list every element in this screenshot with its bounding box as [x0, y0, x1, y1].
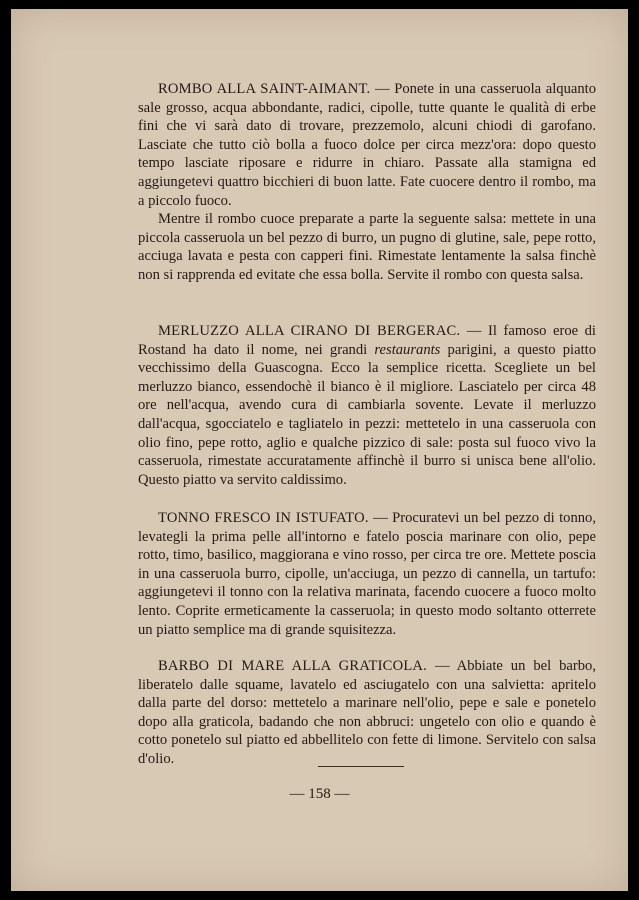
recipe-text: parigini, a questo piatto vecchissimo della Guascogna. Ecco la semplice ricetta. Scegliete un bel merluzzo bianco, essendochè il bianco è il migliore. Lasciatelo per circa 48 ore nell'acqua, avendo cura di cambiarla sovente. Levate il merluzzo dall'acqua, sgocciatelo e tagliatelo in pezzi: mettetelo in una casseruola con olio fino, pepe rotto, aglio e qualche pizzico di sale: posta sul fuoco vivo la casseruola, rimestate accuratamente affinchè il burro si unisca bene all'olio. Questo piatto va servito caldissimo.: [138, 341, 596, 488]
recipe-paragraph: [138, 210, 596, 284]
page-number: — 158 —: [289, 786, 350, 802]
recipe-merluzzo: [138, 322, 596, 489]
book-page: [11, 9, 628, 891]
recipe-paragraph: [138, 80, 596, 210]
recipe-paragraph: [138, 657, 596, 769]
section-divider: [318, 766, 404, 767]
recipe-title: BARBO DI MARE ALLA GRATICOLA.: [158, 658, 428, 674]
recipe-rombo: [138, 80, 596, 285]
recipe-paragraph: [138, 509, 596, 639]
recipe-text: — Ponete in una casseruola alquanto sale grosso, acqua abbondante, radici, cipolle, tutte quante le qualità di erbe fini che vi sarà dato di trovare, prezzemolo, alcuni chiodi di garofano. Lasciate che tutto ciò bolla a fuoco dolce per circa mezz'ora: dopo questo tempo lasciate riposare e ridurre in chiaro. Passate alla stamigna ed aggiungetevi quattro bicchieri di buon latte. Fate cuocere dentro il rombo, ma a piccolo fuoco.: [138, 81, 596, 209]
recipe-barbo: [138, 657, 596, 769]
recipe-tonno: [138, 509, 596, 639]
recipe-text: — Il famoso eroe di Rostand ha dato il nome, nei grandi: [138, 323, 596, 358]
recipe-text: — Procuratevi un bel pezzo di tonno, levategli la prima pelle all'intorno e fatelo poscia marinare con olio, pepe rotto, timo, basilico, maggiorana e vino rosso, per circa tre ore. Mettete poscia in una casseruola burro, cipolle, un'acciuga, un pezzo di cannella, un tartufo: aggiungetevi il tonno con la relativa marinata, facendo cuocere a fuoco molto lento. Coprite ermeticamente la casseruola; in questo modo soltanto otterrete un piatto semplice ma di grande squisitezza.: [138, 510, 596, 638]
recipe-paragraph: [138, 322, 596, 489]
recipe-text: Mentre il rombo cuoce preparate a parte la seguente salsa: mettete in una piccola casseruola un bel pezzo di burro, un pugno di glutine, sale, pepe rotto, acciuga lavata e pesta con capperi fini. Rimestate lentamente la salsa finchè non si rapprenda ed evitate che essa bolla. Servite il rombo con questa salsa.: [138, 211, 596, 283]
italic-term: restaurants: [374, 341, 441, 358]
recipe-title: TONNO FRESCO IN ISTUFATO.: [158, 510, 369, 526]
recipe-title: ROMBO ALLA SAINT-AIMANT.: [158, 81, 371, 97]
recipe-text: — Abbiate un bel barbo, liberatelo dalle squame, lavatelo ed asciugatelo con una salvietta: apritelo dalla parte del dorso: mettetelo a marinare nell'olio, pepe e sale e ponetelo dopo alla graticola, badando che non abbruci: ungetelo con olio e quando è cotto ponetelo sul piatto ed abbellitelo con fette di limone. Servitelo con salsa d'olio.: [138, 658, 596, 767]
recipe-title: MERLUZZO ALLA CIRANO DI BERGERAC.: [158, 323, 461, 339]
